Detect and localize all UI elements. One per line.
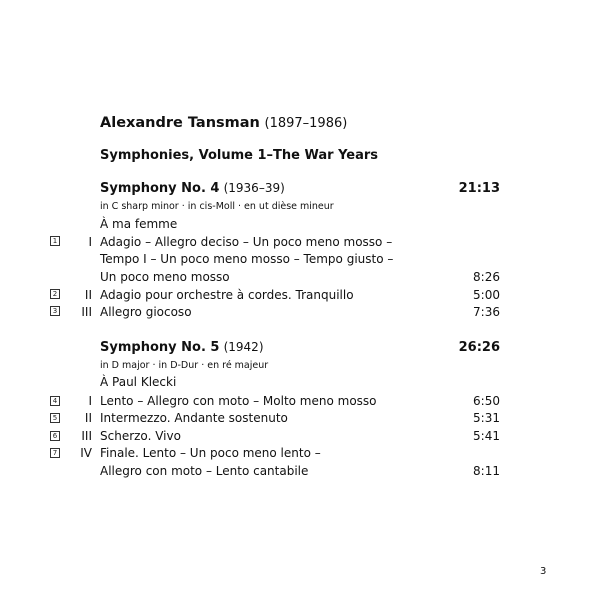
movement-title-line: Un poco meno mosso — [100, 270, 230, 284]
movement-duration: 8:11 — [473, 464, 500, 478]
movement-title-line: Tempo I – Un poco meno mosso – Tempo giusto – — [100, 252, 394, 266]
movement-title-line: Adagio – Allegro deciso – Un poco meno mosso – — [100, 235, 393, 249]
symphony-title — [100, 181, 285, 196]
track-number: 3 — [50, 306, 60, 316]
movement-title-line: Lento – Allegro con moto – Molto meno mosso — [100, 394, 377, 408]
track-number: 6 — [50, 431, 60, 441]
symphony-keys: in C sharp minor · in cis-Moll · en ut dièse mineur — [100, 201, 334, 212]
movement-numeral: I — [88, 235, 92, 249]
symphony-name: Symphony No. 5 — [100, 340, 220, 355]
album-title: Symphonies, Volume 1–The War Years — [100, 148, 379, 163]
movement-numeral: II — [84, 288, 92, 302]
movement-title-line: Finale. Lento – Un poco meno lento – — [100, 446, 321, 460]
movement-numeral: II — [84, 411, 92, 425]
composer-dates: (1897–1986) — [264, 116, 348, 131]
track-number: 2 — [50, 289, 60, 299]
symphony-title — [100, 340, 264, 355]
track-number: 1 — [50, 236, 60, 246]
movement-numeral: I — [88, 394, 92, 408]
movement-numeral: III — [81, 305, 92, 319]
composer-heading — [100, 115, 347, 131]
movement-numeral: III — [81, 429, 92, 443]
symphony-duration: 26:26 — [458, 340, 500, 355]
composer-name: Alexandre Tansman — [100, 115, 260, 131]
movement-title-line: Adagio pour orchestre à cordes. Tranquillo — [100, 288, 354, 302]
symphony-dedication: À Paul Klecki — [100, 375, 177, 389]
movement-title-line: Allegro giocoso — [100, 305, 192, 319]
movement-numeral: IV — [80, 446, 92, 460]
track-number: 4 — [50, 396, 60, 406]
symphony-years: (1936–39) — [223, 181, 285, 195]
symphony-dedication: À ma femme — [100, 217, 178, 231]
movement-duration: 6:50 — [473, 394, 500, 408]
movement-title-line: Scherzo. Vivo — [100, 429, 181, 443]
movement-title-line: Allegro con moto – Lento cantabile — [100, 464, 309, 478]
movement-duration: 8:26 — [473, 270, 500, 284]
track-number: 5 — [50, 413, 60, 423]
movement-title-line: Intermezzo. Andante sostenuto — [100, 411, 288, 425]
movement-duration: 5:00 — [473, 288, 500, 302]
movement-duration: 5:31 — [473, 411, 500, 425]
symphony-keys: in D major · in D-Dur · en ré majeur — [100, 360, 269, 371]
symphony-duration: 21:13 — [458, 181, 500, 196]
movement-duration: 7:36 — [473, 305, 500, 319]
movement-duration: 5:41 — [473, 429, 500, 443]
track-number: 7 — [50, 448, 60, 458]
page-number: 3 — [540, 566, 547, 577]
symphony-name: Symphony No. 4 — [100, 181, 220, 196]
symphony-years: (1942) — [223, 340, 264, 354]
